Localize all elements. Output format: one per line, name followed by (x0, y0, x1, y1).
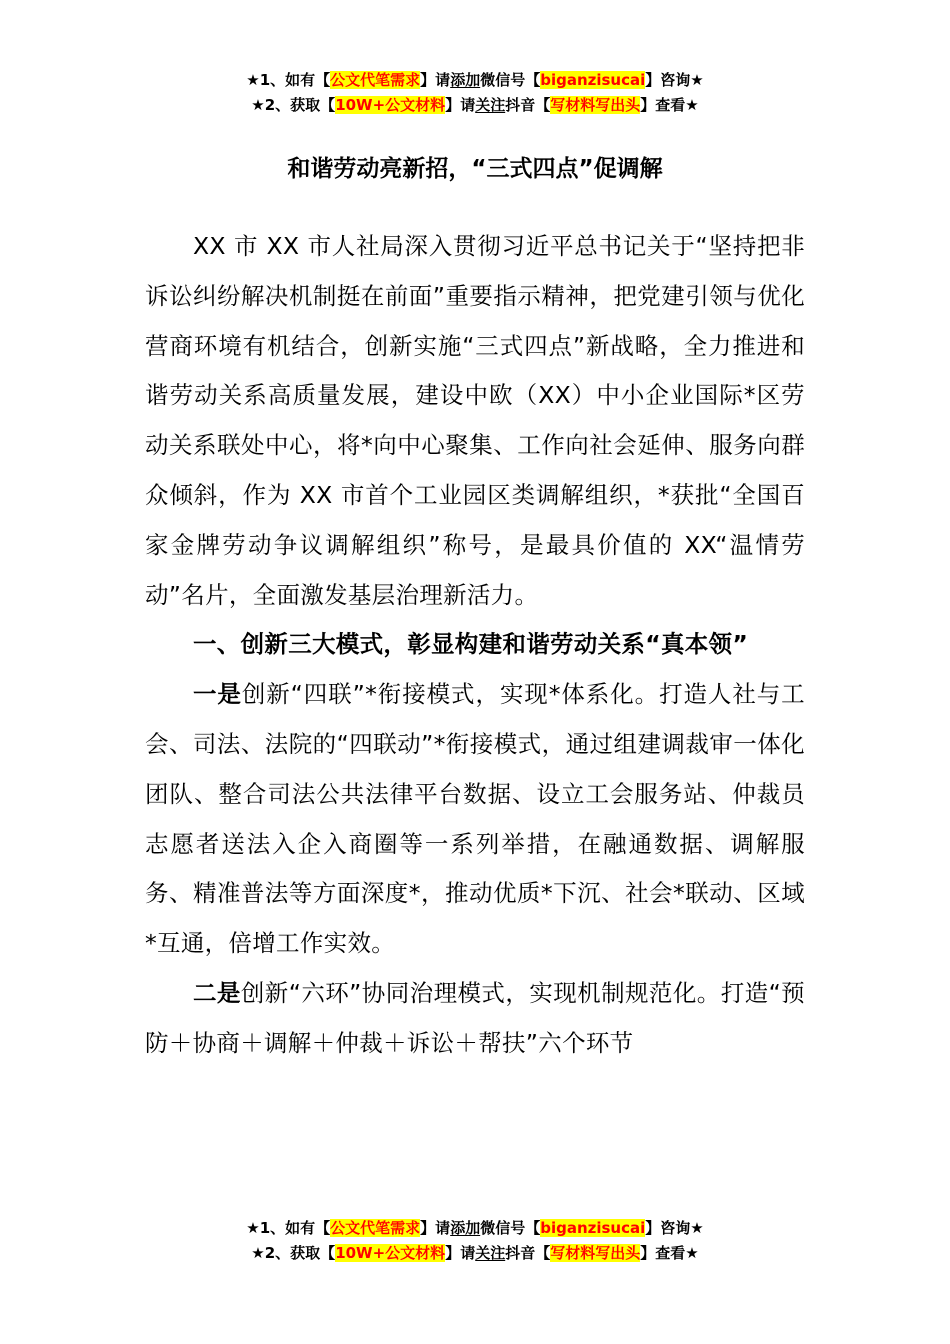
promo-underlined: 添加 (450, 1219, 481, 1237)
paragraph-text: 创新“六环”协同治理模式，实现机制规范化。打造“预防＋协商＋调解＋仲裁＋诉讼＋帮扶”六个环节 (145, 978, 805, 1057)
paragraph-text: 创新“四联”*衔接模式，实现*体系化。打造人社与工会、司法、法院的“四联动”*衔接模式，通过组建调裁审一体化团队、整合司法公共法律平台数据、设立工会服务站、仲裁员志愿者送法入企入商圈等一系列举措，在融通数据、调解服务、精准普法等方面深度*，推动优质*下沉、社会*联动、区域*互通，倍增工作实效。 (145, 680, 805, 958)
promo-text: 微信号【 (480, 71, 541, 89)
promo-text: ★1、如有【 (246, 71, 331, 89)
intro-paragraph: XX 市 XX 市人社局深入贯彻习近平总书记关于“坚持把非诉讼纠纷解决机制挺在前面”重要指示精神，把党建引领与优化营商环境有机结合，创新实施“三式四点”新战略，全力推进和谐劳动关系高质量发展，建设中欧（XX）中小企业国际*区劳动关系联处中心，将*向中心聚集、工作向社会延伸、服务向群众倾斜，作为 XX 市首个工业园区类调解组织，*获批“全国百家金牌劳动争议调解组织”称号，是最具价值的 XX“温情劳动”名片，全面激发基层治理新活力。 (145, 232, 805, 609)
paragraph-lead: 一是 (193, 680, 242, 709)
promo-underlined: 关注 (475, 1244, 506, 1262)
promo-highlight: 10W+公文材料 (335, 1244, 446, 1262)
promo-text: 】咨询★ (645, 71, 704, 89)
promo-text: 】请 (420, 71, 451, 89)
promo-highlight: 写材料写出头 (550, 96, 641, 114)
promo-text: 】咨询★ (645, 1219, 704, 1237)
promo-highlight: 写材料写出头 (550, 1244, 641, 1262)
promo-text: ★2、获取【 (251, 1244, 336, 1262)
promo-text: 抖音【 (505, 1244, 551, 1262)
promo-line-1 (0, 1216, 950, 1241)
promo-line-2 (0, 93, 950, 118)
header-promo-banner (0, 68, 950, 118)
promo-text: ★1、如有【 (246, 1219, 331, 1237)
body-paragraph (145, 969, 805, 1069)
promo-highlight: biganzisucai (540, 71, 646, 89)
promo-text: 】请 (445, 1244, 476, 1262)
paragraph-lead: 二是 (193, 978, 241, 1007)
promo-underlined: 添加 (450, 71, 481, 89)
body-paragraph (145, 670, 805, 969)
promo-text: 】请 (420, 1219, 451, 1237)
promo-highlight: biganzisucai (540, 1219, 646, 1237)
promo-highlight: 公文代笔需求 (330, 1219, 421, 1237)
document-body (145, 222, 805, 1069)
promo-text: 】查看★ (640, 96, 699, 114)
document-title: 和谐劳动亮新招，“三式四点”促调解 (287, 156, 663, 182)
promo-highlight: 公文代笔需求 (330, 71, 421, 89)
promo-text: 】请 (445, 96, 476, 114)
promo-text: ★2、获取【 (251, 96, 336, 114)
section-heading: 一、创新三大模式，彰显构建和谐劳动关系“真本领” (193, 630, 749, 659)
promo-line-2 (0, 1241, 950, 1266)
promo-line-1 (0, 68, 950, 93)
promo-highlight: 10W+公文材料 (335, 96, 446, 114)
promo-text: 微信号【 (480, 1219, 541, 1237)
promo-underlined: 关注 (475, 96, 506, 114)
footer-promo-banner (0, 1216, 950, 1266)
promo-text: 】查看★ (640, 1244, 699, 1262)
promo-text: 抖音【 (505, 96, 551, 114)
